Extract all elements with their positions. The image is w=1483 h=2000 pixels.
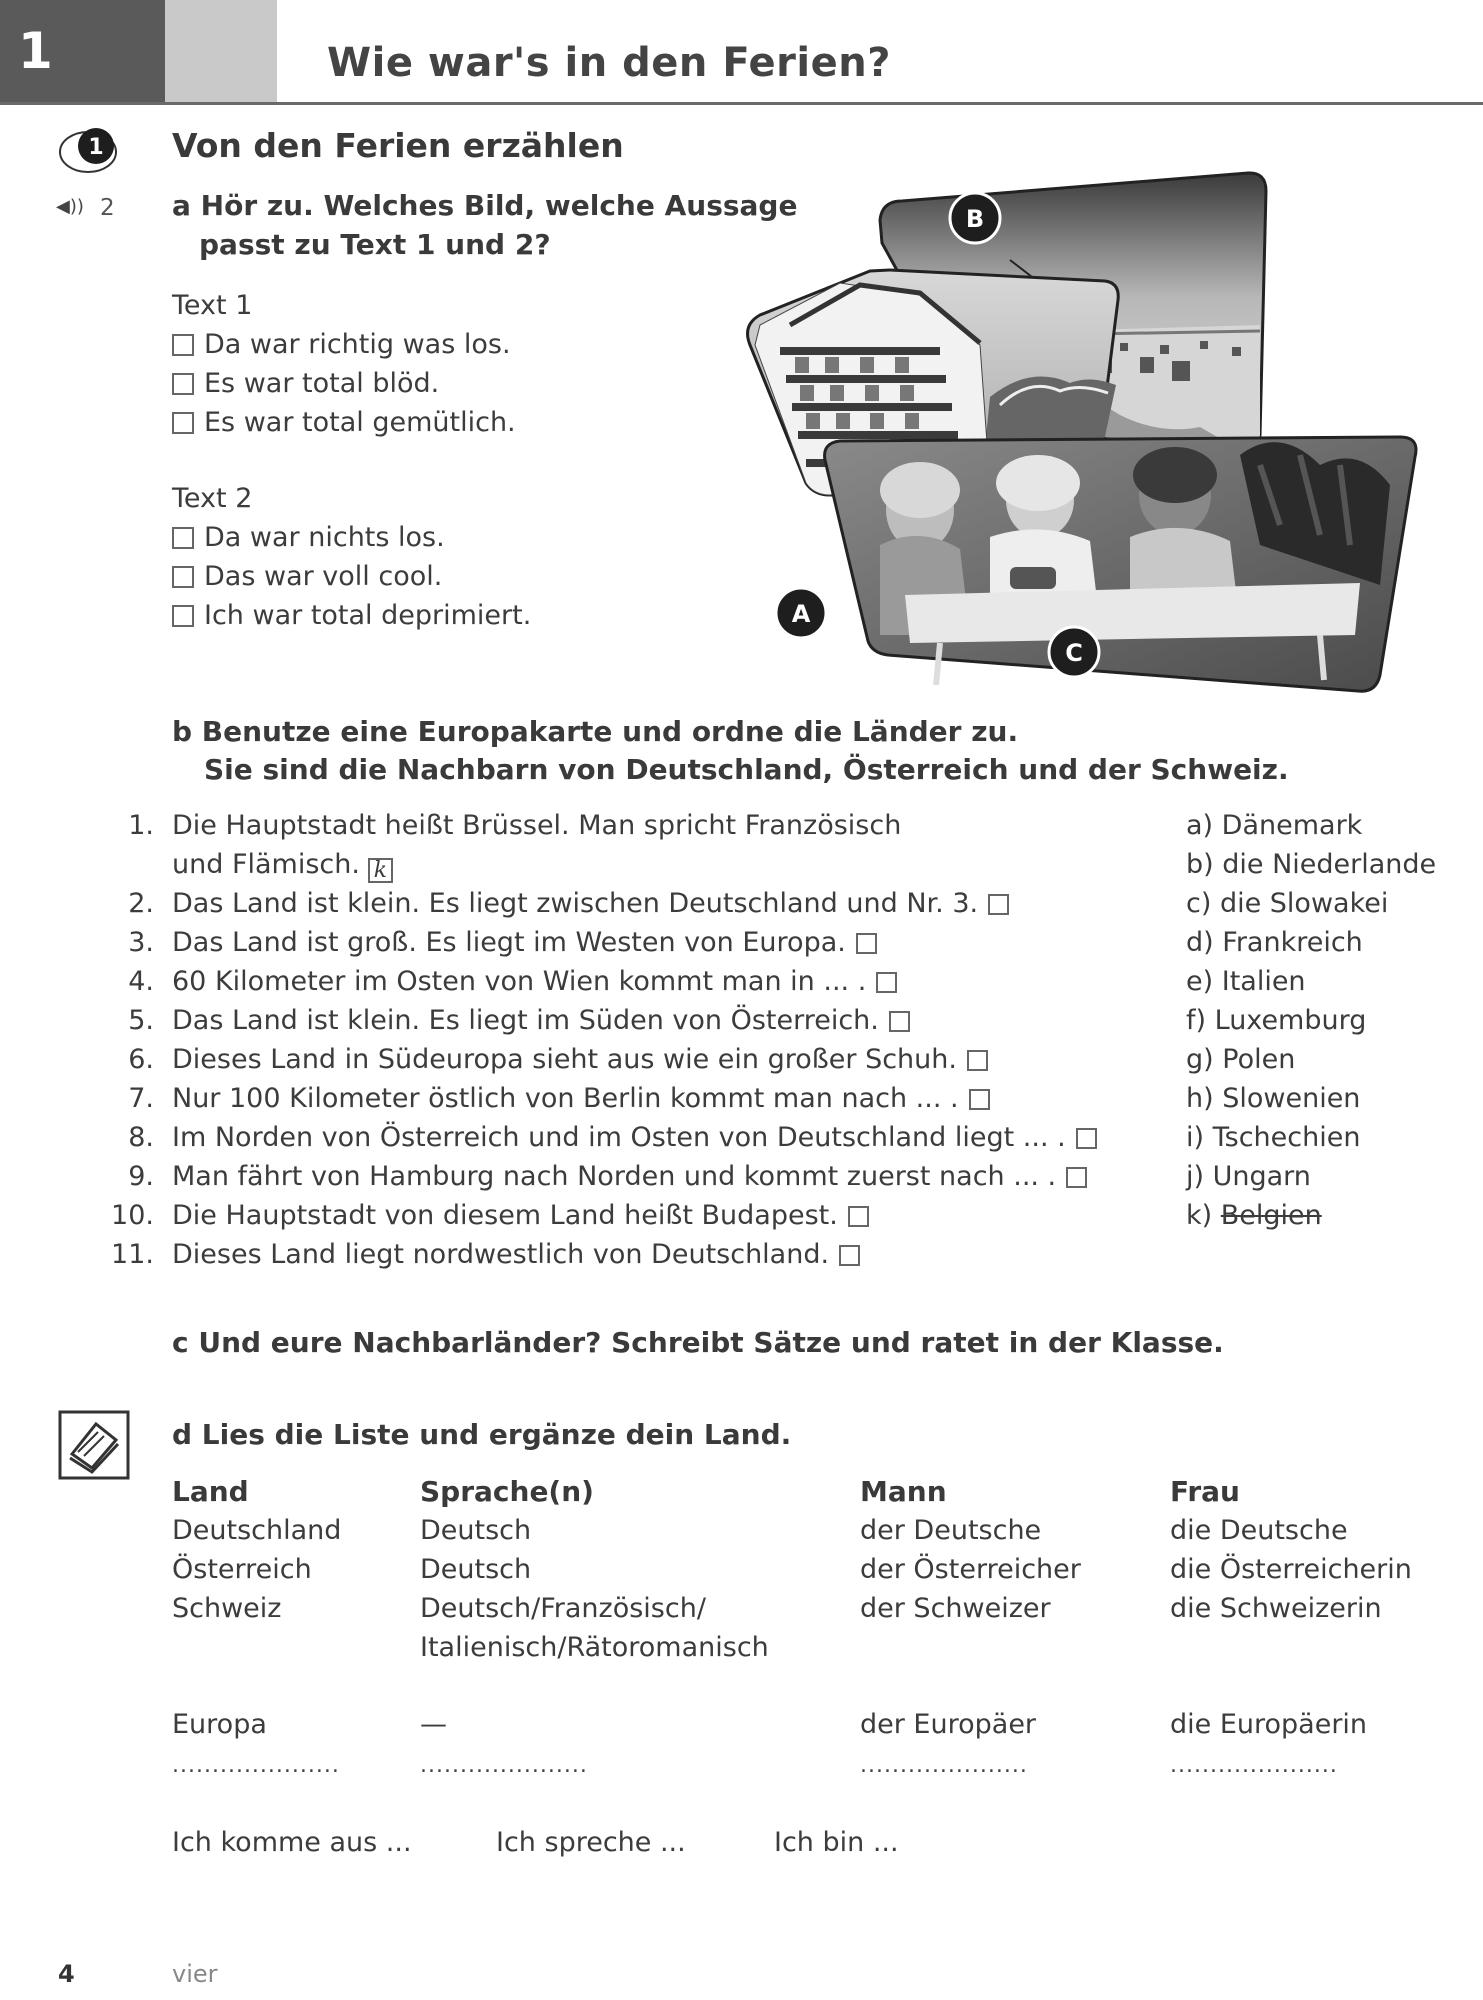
table-row-europe: Europa — der Europäer die Europäerin — [172, 1709, 1368, 1740]
part-d-instruction: d Lies die Liste und ergänze dein Land. — [172, 1418, 792, 1451]
photo-label-b — [950, 193, 1000, 243]
country-item: f) Luxemburg — [1186, 1005, 1367, 1036]
table-header-row — [172, 1472, 1470, 1511]
photo-label-a-text: A — [791, 600, 811, 628]
country-item: d) Frankreich — [1186, 927, 1363, 958]
answer-box[interactable] — [988, 894, 1009, 915]
checkbox[interactable] — [172, 566, 194, 588]
checkbox[interactable] — [172, 605, 194, 627]
col-header-frau: Frau — [1170, 1475, 1240, 1508]
photo-label-c — [1049, 627, 1099, 677]
list-item: 6. Dieses Land in Südeuropa sieht aus wie ein großer Schuh. — [104, 1040, 1104, 1079]
country-item: e) Italien — [1186, 966, 1306, 997]
list-item: und Flämisch. k — [104, 845, 1104, 884]
checkbox[interactable] — [172, 412, 194, 434]
text1-option-3[interactable]: Es war total gemütlich. — [172, 403, 516, 442]
country-item: g) Polen — [1186, 1044, 1296, 1075]
list-item: 3. Das Land ist groß. Es liegt im Westen von Europa. — [104, 923, 1104, 962]
chapter-tab-accent — [165, 0, 277, 102]
book-icon — [58, 1410, 130, 1480]
fill-in-row — [172, 1744, 1470, 1783]
list-item: 8. Im Norden von Österreich und im Osten von Deutschland liegt ... . — [104, 1118, 1104, 1157]
list-item: 2. Das Land ist klein. Es liegt zwischen Deutschland und Nr. 3. — [104, 884, 1104, 923]
table-row: Deutschland Deutsch der Deutsche die Deutsche — [172, 1515, 1348, 1546]
col-header-mann: Mann — [860, 1475, 947, 1508]
country-item: h) Slowenien — [1186, 1083, 1361, 1114]
table-row: Schweiz Deutsch/Französisch/ der Schweizer die Schweizerin — [172, 1593, 1382, 1624]
checkbox[interactable] — [172, 373, 194, 395]
text1-label: Text 1 — [172, 290, 253, 321]
audio-speaker-icon[interactable]: ◀)) — [56, 196, 84, 217]
text1-option-2[interactable]: Es war total blöd. — [172, 364, 439, 403]
list-item: 9. Man fährt von Hamburg nach Norden und kommt zuerst nach ... . — [104, 1157, 1104, 1196]
fill-in-blank[interactable]: ..................... — [172, 1753, 340, 1778]
answer-box-filled[interactable]: k — [368, 858, 393, 883]
part-b-instruction-1: b Benutze eine Europakarte und ordne die Länder zu. — [172, 715, 1019, 748]
nationality-table — [172, 1472, 1470, 1783]
answer-box[interactable] — [967, 1050, 988, 1071]
fill-in-blank[interactable]: ..................... — [860, 1753, 1028, 1778]
exercise-number: 1 — [88, 135, 104, 160]
checkbox[interactable] — [172, 527, 194, 549]
country-item: k) Belgien — [1186, 1200, 1322, 1231]
text2-label: Text 2 — [172, 483, 253, 514]
chapter-title: Wie war's in den Ferien? — [327, 40, 891, 86]
part-c-instruction: c Und eure Nachbarländer? Schreibt Sätze und ratet in der Klasse. — [172, 1326, 1224, 1359]
country-item: b) die Niederlande — [1186, 849, 1437, 880]
country-item: i) Tschechien — [1186, 1122, 1361, 1153]
audio-track-number: 2 — [100, 195, 115, 221]
answer-box[interactable] — [876, 972, 897, 993]
country-item: j) Ungarn — [1186, 1161, 1311, 1192]
prompt-spreche: Ich spreche ... — [496, 1827, 686, 1858]
text1-option-1[interactable]: Da war richtig was los. — [172, 325, 511, 364]
country-item: c) die Slowakei — [1186, 888, 1389, 919]
list-item: 11. Dieses Land liegt nordwestlich von Deutschland. — [104, 1235, 1104, 1274]
part-a-instruction-2: passt zu Text 1 und 2? — [199, 228, 551, 261]
checkbox[interactable] — [172, 334, 194, 356]
text2-option-2[interactable]: Das war voll cool. — [172, 557, 442, 596]
photo-label-c-text: C — [1065, 639, 1083, 667]
answer-box[interactable] — [856, 933, 877, 954]
photo-label-a — [776, 588, 826, 638]
section-heading: Von den Ferien erzählen — [172, 126, 624, 165]
part-b-instruction-2: Sie sind die Nachbarn von Deutschland, Österreich und der Schweiz. — [204, 753, 1289, 786]
page-number-word: vier — [172, 1960, 218, 1988]
country-list — [1186, 806, 1436, 1235]
page-number: 4 — [58, 1960, 75, 1988]
list-item: 5. Das Land ist klein. Es liegt im Süden von Österreich. — [104, 1001, 1104, 1040]
list-item: 4. 60 Kilometer im Osten von Wien kommt man in ... . — [104, 962, 1104, 1001]
photo-collage — [560, 165, 1440, 725]
list-item: 10. Die Hauptstadt von diesem Land heißt Budapest. — [104, 1196, 1104, 1235]
fill-in-blank[interactable]: ..................... — [420, 1753, 588, 1778]
text2-option-1[interactable]: Da war nichts los. — [172, 518, 445, 557]
table-row: Österreich Deutsch der Österreicher die Österreicherin — [172, 1554, 1412, 1585]
list-item: 7. Nur 100 Kilometer östlich von Berlin kommt man nach ... . — [104, 1079, 1104, 1118]
photo-label-b-text: B — [965, 205, 985, 233]
col-header-sprache: Sprache(n) — [420, 1475, 594, 1508]
answer-box[interactable] — [839, 1245, 860, 1266]
answer-box[interactable] — [848, 1206, 869, 1227]
text2-option-3[interactable]: Ich war total deprimiert. — [172, 596, 531, 635]
answer-box[interactable] — [1066, 1167, 1087, 1188]
answer-box[interactable] — [889, 1011, 910, 1032]
chapter-number: 1 — [18, 22, 53, 80]
fill-in-blank[interactable]: ..................... — [1170, 1753, 1338, 1778]
country-item: a) Dänemark — [1186, 810, 1363, 841]
table-row: Italienisch/Rätoromanisch — [420, 1632, 769, 1663]
answer-box[interactable] — [1076, 1128, 1097, 1149]
matching-list — [104, 806, 1104, 1274]
list-item: 1. Die Hauptstadt heißt Brüssel. Man spricht Französisch — [128, 810, 902, 841]
exercise-number-icon — [58, 126, 122, 174]
struck-country: Belgien — [1220, 1200, 1322, 1231]
answer-box[interactable] — [969, 1089, 990, 1110]
header-rule — [0, 102, 1483, 105]
col-header-land: Land — [172, 1475, 249, 1508]
prompt-bin: Ich bin ... — [774, 1827, 899, 1858]
prompt-komme: Ich komme aus ... — [172, 1827, 412, 1858]
part-a-instruction-1: a Hör zu. Welches Bild, welche Aussage — [172, 189, 798, 222]
photo-c-children — [825, 437, 1416, 691]
